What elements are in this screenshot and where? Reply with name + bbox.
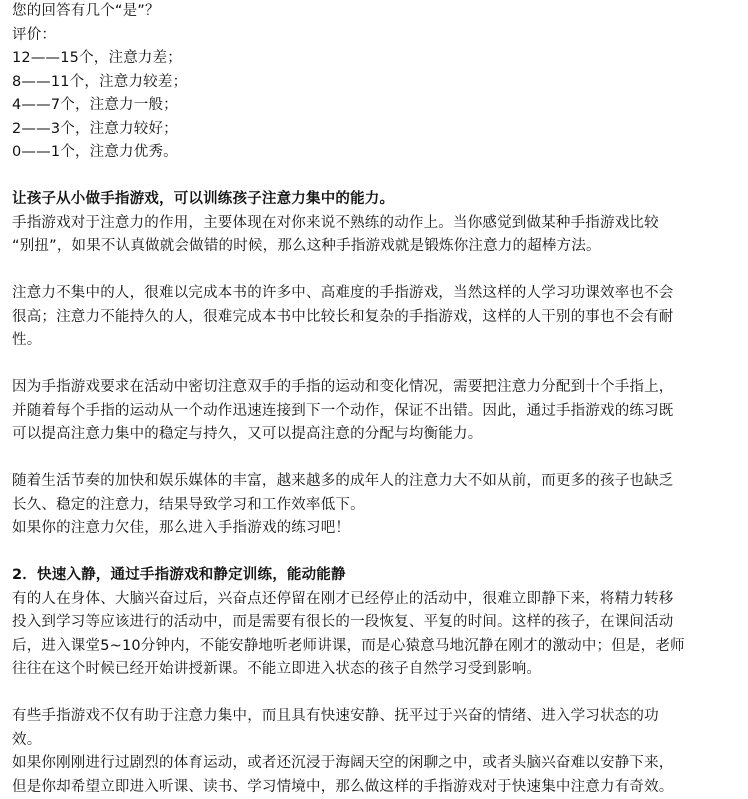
section-one bbox=[12, 188, 736, 541]
evaluation-label: 评价： bbox=[12, 24, 736, 48]
score-level: 0——1个，注意力优秀。 bbox=[12, 141, 736, 165]
paragraph-line: 投入到学习等应该进行的活动中，而是需要有很长的一段恢复、平复的时间。这样的孩子，在课间活动 bbox=[12, 611, 736, 635]
paragraph-line: 因为手指游戏要求在活动中密切注意双手的手指的运动和变化情况，需要把注意力分配到十个手指上， bbox=[12, 376, 736, 400]
paragraph-line: 后，进入课堂5~10分钟内，不能安静地听老师讲课，而是心猿意马地沉静在刚才的激动中；但是，老师 bbox=[12, 635, 736, 659]
paragraph-line: 注意力不集中的人，很难以完成本书的许多中、高难度的手指游戏，当然这样的人学习功课效率也不会 bbox=[12, 282, 736, 306]
paragraph-line: 如果你的注意力欠佳，那么进入手指游戏的练习吧！ bbox=[12, 517, 736, 541]
paragraph-line: 如果你刚刚进行过剧烈的体育运动，或者还沉浸于海阔天空的闲聊之中，或者头脑兴奋难以安静下来， bbox=[12, 752, 736, 776]
paragraph bbox=[12, 376, 736, 447]
quiz-block bbox=[12, 0, 736, 165]
paragraph bbox=[12, 212, 736, 259]
paragraph-line: 效。 bbox=[12, 729, 736, 753]
paragraph-line: 很高；注意力不能持久的人，很难完成本书中比较长和复杂的手指游戏，这样的人干别的事也不会有耐 bbox=[12, 306, 736, 330]
paragraph-line: 手指游戏对于注意力的作用，主要体现在对你来说不熟练的动作上。当你感觉到做某种手指游戏比较 bbox=[12, 212, 736, 236]
paragraph-line: 并随着每个手指的运动从一个动作迅速连接到下一个动作，保证不出错。因此，通过手指游戏的练习既 bbox=[12, 400, 736, 424]
paragraph-line: 往往在这个时候已经开始讲授新课。不能立即进入状态的孩子自然学习受到影响。 bbox=[12, 658, 736, 682]
paragraph-line: 可以提高注意力集中的稳定与持久，又可以提高注意的分配与均衡能力。 bbox=[12, 423, 736, 447]
paragraph-line: 有的人在身体、大脑兴奋过后，兴奋点还停留在刚才已经停止的活动中，很难立即静下来，将精力转移 bbox=[12, 588, 736, 612]
score-level: 12——15个，注意力差； bbox=[12, 47, 736, 71]
paragraph-line: 随着生活节奏的加快和娱乐媒体的丰富，越来越多的成年人的注意力大不如从前，而更多的孩子也缺乏 bbox=[12, 470, 736, 494]
score-level: 2——3个，注意力较好； bbox=[12, 118, 736, 142]
paragraph bbox=[12, 282, 736, 353]
spacer bbox=[12, 541, 736, 565]
section-one-heading: 让孩子从小做手指游戏，可以训练孩子注意力集中的能力。 bbox=[12, 188, 736, 212]
paragraph-line: 长久、稳定的注意力，结果导致学习和工作效率低下。 bbox=[12, 494, 736, 518]
spacer bbox=[12, 165, 736, 189]
paragraph bbox=[12, 470, 736, 541]
score-level: 4——7个，注意力一般； bbox=[12, 94, 736, 118]
paragraph-line: 性。 bbox=[12, 329, 736, 353]
paragraph bbox=[12, 588, 736, 682]
spacer bbox=[12, 682, 736, 706]
paragraph bbox=[12, 705, 736, 799]
section-two bbox=[12, 564, 736, 799]
quiz-question: 您的回答有几个“是”？ bbox=[12, 0, 736, 24]
score-level: 8——11个，注意力较差； bbox=[12, 71, 736, 95]
paragraph-line: “别扭”，如果不认真做就会做错的时候，那么这种手指游戏就是锻炼你注意力的超棒方法。 bbox=[12, 235, 736, 259]
spacer bbox=[12, 259, 736, 283]
paragraph-line: 但是你却希望立即进入听课、读书、学习情境中，那么做这样的手指游戏对于快速集中注意力有奇效。 bbox=[12, 776, 736, 799]
paragraph-line: 有些手指游戏不仅有助于注意力集中，而且具有快速安静、抚平过于兴奋的情绪、进入学习状态的功 bbox=[12, 705, 736, 729]
spacer bbox=[12, 447, 736, 471]
spacer bbox=[12, 353, 736, 377]
section-two-heading: 2．快速入静，通过手指游戏和静定训练，能动能静 bbox=[12, 564, 736, 588]
